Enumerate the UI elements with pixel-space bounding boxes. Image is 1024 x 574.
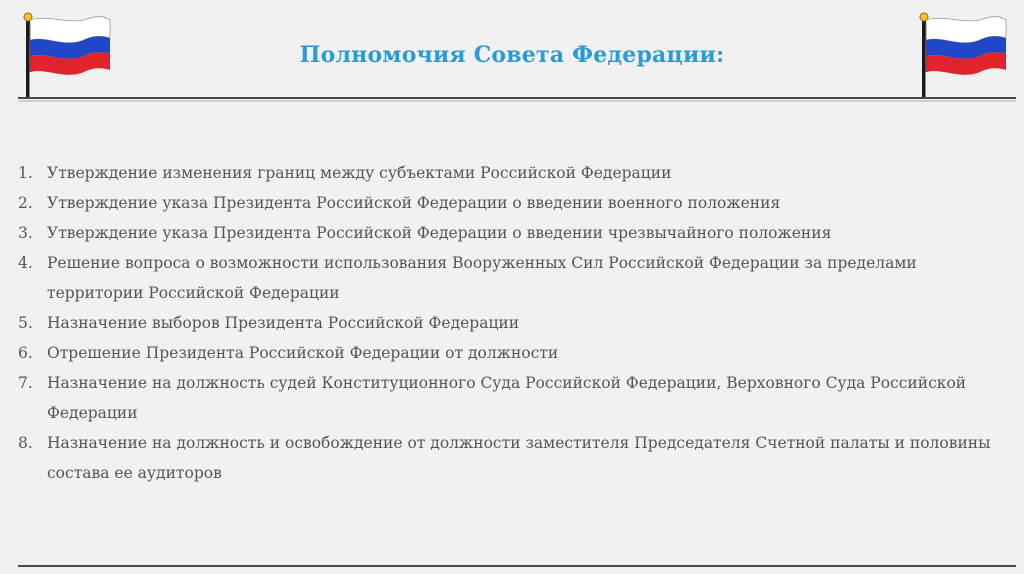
list-item-text: Назначение на должность судей Конституционного Суда Российской Федерации, Верховного Суда Российской Федерации [47,374,967,422]
list-item [18,218,1008,248]
list-item [18,338,1008,368]
list-item [18,158,1008,188]
list-item [18,248,1008,308]
list-item [18,428,1008,488]
footer-divider [18,565,1016,567]
list-item-number: 3. [18,224,33,242]
list-item-number: 6. [18,344,33,362]
list-item-text: Отрешение Президента Российской Федерации от должности [47,344,559,362]
header-divider-shadow [18,100,1016,102]
header-divider [18,97,1016,99]
list-item-number: 7. [18,374,33,392]
list-item-text: Назначение выборов Президента Российской Федерации [47,314,520,332]
list-item-number: 1. [18,164,33,182]
list-item-text: Назначение на должность и освобождение от должности заместителя Председателя Счетной палаты и половины состава ее аудиторов [47,434,991,482]
list-item [18,188,1008,218]
list-item [18,368,1008,428]
slide-title: Полномочия Совета Федерации: [299,42,725,68]
powers-list [18,158,1008,488]
list-item [18,308,1008,338]
list-item-number: 4. [18,254,33,272]
list-item-text: Утверждение указа Президента Российской Федерации о введении военного положения [47,194,781,212]
list-item-number: 2. [18,194,33,212]
list-item-text: Утверждение изменения границ между субъектами Российской Федерации [47,164,672,182]
list-item-number: 5. [18,314,33,332]
list-item-number: 8. [18,434,33,452]
list-item-text: Утверждение указа Президента Российской Федерации о введении чрезвычайного положения [47,224,832,242]
list-item-text: Решение вопроса о возможности использования Вооруженных Сил Российской Федерации за пределами территории Российской Федерации [47,254,917,302]
